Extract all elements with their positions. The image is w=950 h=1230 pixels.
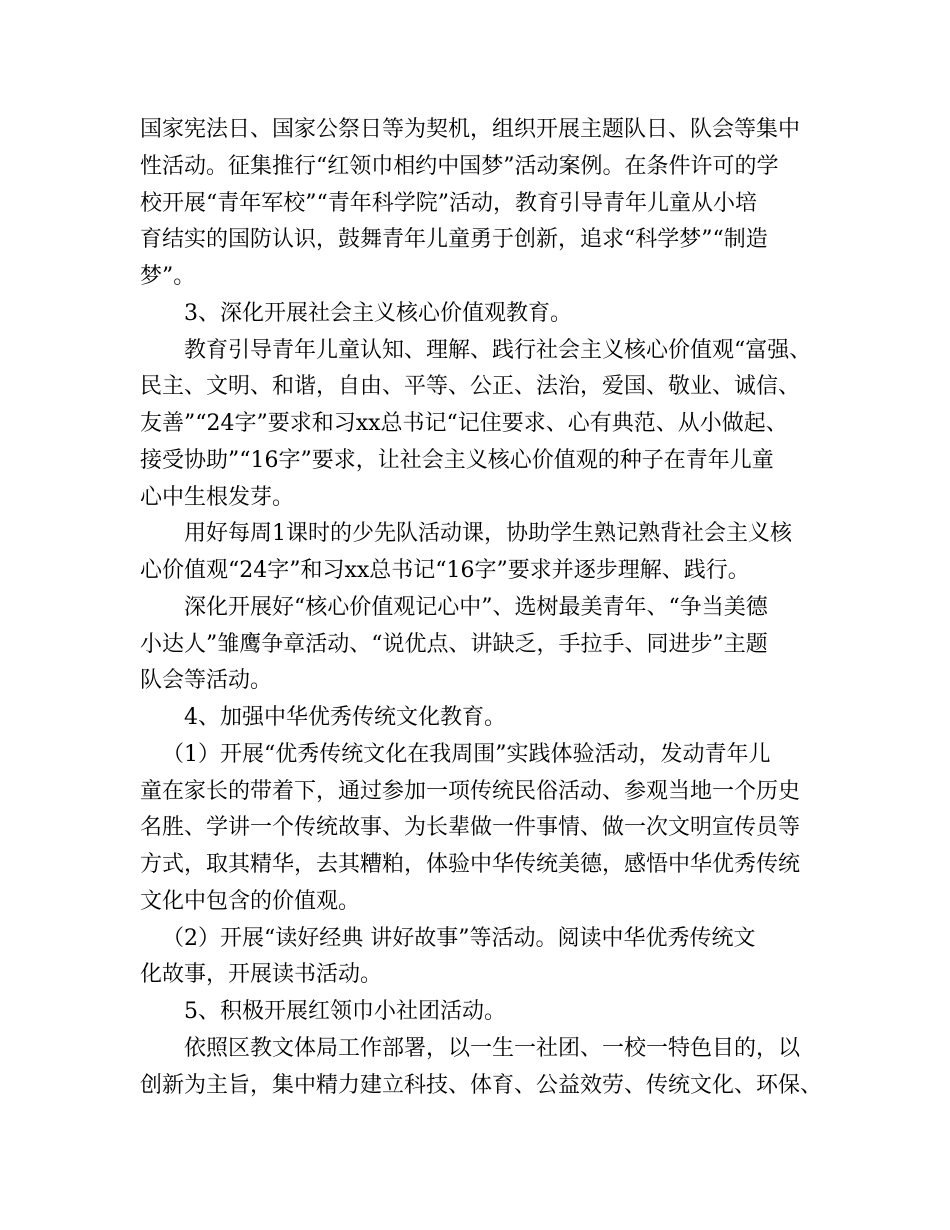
text-line: 小达人”雏鹰争章活动、“说优点、讲缺乏，手拉手、同进步”主题 bbox=[140, 631, 768, 657]
text-line: 化故事，开展读书活动。 bbox=[140, 962, 383, 988]
section-heading-3: 3、深化开展社会主义核心价值观教育。 bbox=[184, 300, 572, 326]
text-line: 文化中包含的价值观。 bbox=[140, 888, 361, 914]
text-line: 深化开展好“核心价值观记心中”、选树最美青年、“争当美德 bbox=[184, 594, 768, 620]
text-line: 教育引导青年儿童认知、理解、践行社会主义核心价值观“富强、 bbox=[184, 337, 812, 363]
text-line: 创新为主旨，集中精力建立科技、体育、公益效劳、传统文化、环保、 bbox=[140, 1072, 823, 1098]
section-heading-5: 5、积极开展红领巾小社团活动。 bbox=[184, 999, 506, 1024]
text-line: 方式，取其精华，去其糟粕，体验中华传统美德，感悟中华优秀传统 bbox=[140, 852, 801, 877]
text-line: 校开展“青年军校”“青年科学院”活动，教育引导青年儿童从小培 bbox=[140, 190, 757, 216]
text-line: 用好每周1课时的少先队活动课，协助学生熟记熟背社会主义核 bbox=[184, 521, 792, 547]
text-line: 依照区教文体局工作部署，以一生一社团、一校一特色目的，以 bbox=[184, 1035, 801, 1061]
document-body bbox=[140, 112, 823, 1104]
text-line: 队会等活动。 bbox=[140, 668, 273, 694]
text-line: 梦”。 bbox=[140, 264, 196, 289]
text-line: 接受协助”“16字”要求，让社会主义核心价值观的种子在青年儿童 bbox=[140, 447, 774, 473]
text-line: 心价值观“24字”和习xx总书记“16字”要求并逐步理解、践行。 bbox=[140, 558, 750, 583]
text-line: 育结实的国防认识，鼓舞青年儿童勇于创新，追求“科学梦”“制造 bbox=[140, 227, 768, 253]
text-line: （1）开展“优秀传统文化在我周围”实践体验活动，发动青年儿 bbox=[162, 741, 771, 767]
text-line: 性活动。征集推行“红领巾相约中国梦”活动案例。在条件许可的学 bbox=[140, 153, 779, 179]
text-line: 心中生根发芽。 bbox=[140, 484, 295, 510]
section-heading-4: 4、加强中华优秀传统文化教育。 bbox=[184, 705, 506, 730]
text-line: 国家宪法日、国家公祭日等为契机，组织开展主题队日、队会等集中 bbox=[140, 117, 801, 142]
text-line: 友善”“24字”要求和习xx总书记“记住要求、心有典范、从小做起、 bbox=[140, 411, 788, 436]
text-line: 民主、文明、和谐，自由、平等、公正、法治，爱国、敬业、诚信、 bbox=[140, 374, 801, 400]
text-line: 名胜、学讲一个传统故事、为长辈做一件事情、做一次文明宣传员等 bbox=[140, 815, 801, 841]
text-line: （2）开展“读好经典 讲好故事”等活动。阅读中华优秀传统文 bbox=[162, 925, 756, 951]
text-line: 童在家长的带着下，通过参加一项传统民俗活动、参观当地一个历史 bbox=[140, 778, 801, 804]
